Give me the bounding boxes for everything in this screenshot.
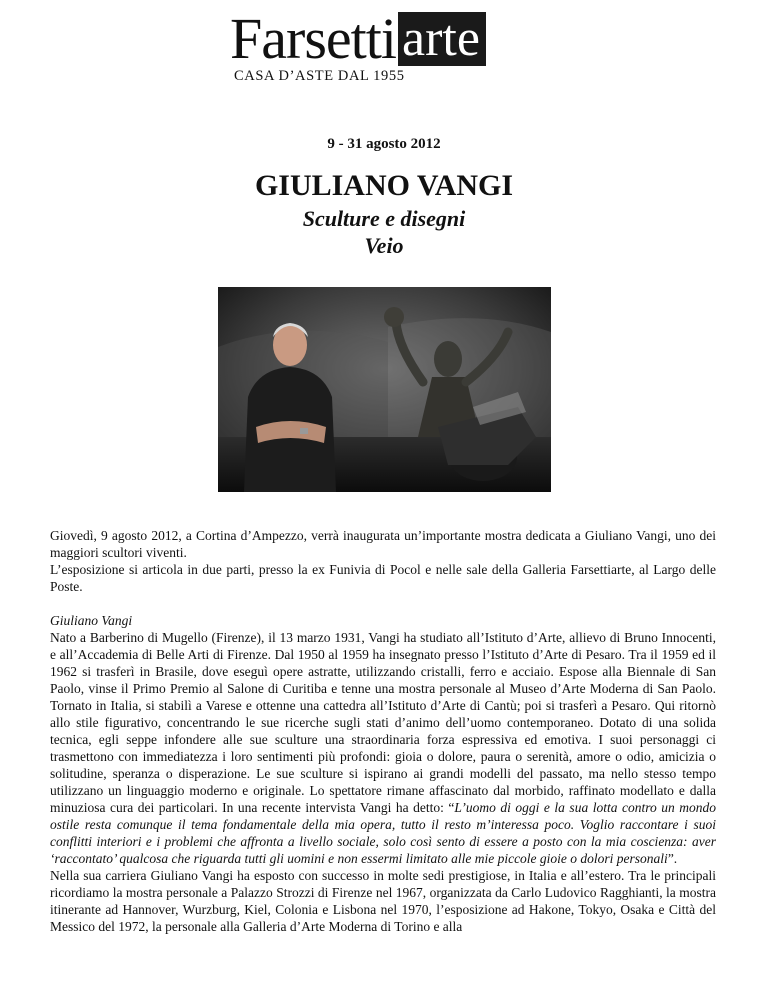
subtitle-line-1: Sculture e disegni [302,206,466,231]
article-body [50,527,716,935]
farsettiarte-logo [230,6,540,84]
page-subtitle [0,205,768,259]
bio-quote-end: ”. [667,851,678,866]
logo-name-part1: Farsetti [230,6,396,71]
exhibition-dates: 9 - 31 agosto 2012 [327,136,441,152]
bio-paragraph [50,629,716,867]
subtitle-line-2: Veio [364,233,404,258]
bio-text: Nato a Barberino di Mugello (Firenze), il 13 marzo 1931, Vangi ha studiato all’Istituto d’Arte, allievo di Bruno Innocenti, e all’Accademia di Belle Arti di Firenze. Dal 1950 al 1959 ha insegnato presso l’Istituto d’Arte di Pesaro. Tra il 1959 ed il 1962 si trasferì in Brasile, dove eseguì opere astratte, utilizzando cristalli, ferro e acciaio. Espose alla Biennale di San Paolo, vinse il Primo Premio al Salone di Curitiba e tenne una mostra personale al Museo d’Arte Moderna di San Paolo. Tornato in Italia, si stabilì a Varese e ottenne una cattedra all’Istituto d’Arte di Cantù; poi si trasferì a Pesaro. Qui ritornò allo stile figurativo, concentrando le sue ricerche sugli stati d’animo dell’uomo contemporaneo. Dotato di una solida tecnica, egli seppe infondere alle sue sculture una straordinaria forza espressiva ed emotiva. I suoi personaggi ci trasmettono con immediatezza i loro sentimenti più profondi: gioia o dolore, paura o serenità, amore o odio, amicizia o solitudine, speranza o disperazione. Le sue sculture si ispirano ai grandi modelli del passato, ma nello stesso tempo utilizzano un linguaggio moderno e originale. Lo spettatore rimane affascinato dal morbido, raffinato modellato e dalla minuziosa cura dei particolari. In una recente intervista Vangi ha detto: “ [50,630,716,815]
bio-quote: L’uomo di oggi e la sua lotta contro un mondo ostile resta comunque il tema fondamentale della mia opera, tutto il resto m’interessa poco. Voglio raccontare i suoi conflitti interiori e i problemi che affronta a livello sociale, solo così sento di essere a posto con la mia coscienza: aver ‘raccontato’ qualcosa che riguarda tutti gli uomini e non essermi limitato alle mie piccole gioie o dolori personali [50,800,716,866]
bio-heading: Giuliano Vangi [50,613,133,628]
logo-name-part2: arte [398,12,486,66]
logo-tagline: CASA D’ASTE DAL 1955 [234,68,405,84]
page-title: GIULIANO VANGI [254,169,514,202]
intro-paragraph-1: Giovedì, 9 agosto 2012, a Cortina d’Ampezzo, verrà inaugurata un’importante mostra dedicata a Giuliano Vangi, uno dei maggiori scultori viventi. [50,528,716,560]
intro-paragraph-2: L’esposizione si articola in due parti, presso la ex Funivia di Pocol e nelle sale della Galleria Farsettiarte, al Largo delle Poste. [50,562,716,594]
artist-photo [218,287,551,492]
career-paragraph: Nella sua carriera Giuliano Vangi ha esposto con successo in molte sedi prestigiose, in Italia e all’estero. Tra le principali ricordiamo la mostra personale a Palazzo Strozzi di Firenze nel 1967, organizzata da Carlo Ludovico Ragghianti, la mostra itinerante ad Hannover, Wurzburg, Kiel, Colonia e Lisbona nel 1970, l’esposizione ad Hakone, Tokyo, Osaka e Città del Messico del 1972, la personale alla Galleria d’Arte Moderna di Torino e alla [50,868,716,934]
artist-with-sculpture-image [218,287,551,492]
logo-wordmark [230,6,540,71]
